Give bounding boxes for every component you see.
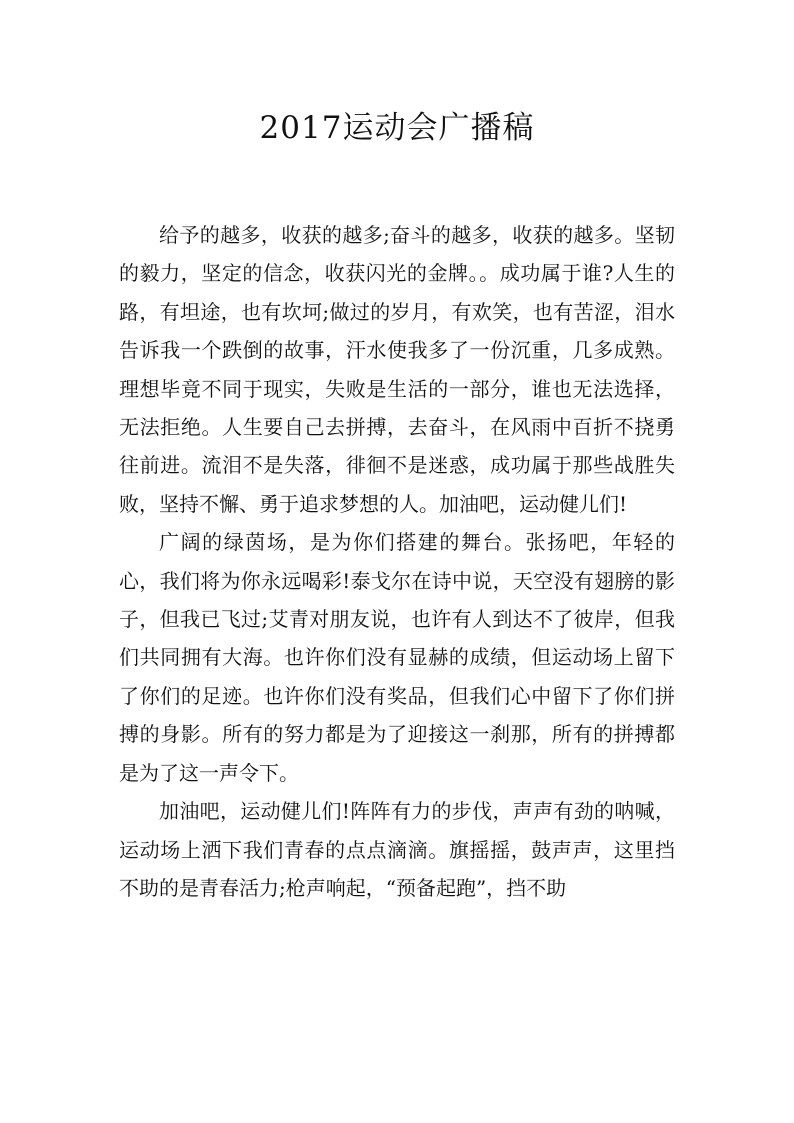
paragraph-3: 加油吧，运动健儿们!阵阵有力的步伐，声声有劲的呐喊，运动场上洒下我们青春的点点滴滴。旗摇摇，鼓声声，这里挡不助的是青春活力;枪声响起，“预备起跑”，挡不助 (119, 799, 675, 900)
document-title: 2017运动会广播稿 (259, 110, 535, 146)
paragraph-1: 给予的越多，收获的越多;奋斗的越多，收获的越多。坚韧的毅力，坚定的信念，收获闪光的金牌。。成功属于谁?人生的路，有坦途，也有坎坷;做过的岁月，有欢笑，也有苦涩，泪水告诉我一个跌倒的故事，汗水使我多了一份沉重，几多成熟。理想毕竟不同于现实，失败是生活的一部分，谁也无法选择，无法拒绝。人生要自己去拼搏，去奋斗，在风雨中百折不挠勇往前进。流泪不是失落，徘徊不是迷惑，成功属于那些战胜失败，坚持不懈、勇于追求梦想的人。加油吧，运动健儿们! (119, 223, 675, 516)
document-body (119, 216, 675, 907)
paragraph-2: 广阔的绿茵场，是为你们搭建的舞台。张扬吧，年轻的心，我们将为你永远喝彩!泰戈尔在诗中说，天空没有翅膀的影子，但我已飞过;艾青对朋友说，也许有人到达不了彼岸，但我们共同拥有大海。也许你们没有显赫的成绩，但运动场上留下了你们的足迹。也许你们没有奖品，但我们心中留下了你们拼搏的身影。所有的努力都是为了迎接这一刹那，所有的拼搏都是为了这一声令下。 (119, 530, 675, 785)
